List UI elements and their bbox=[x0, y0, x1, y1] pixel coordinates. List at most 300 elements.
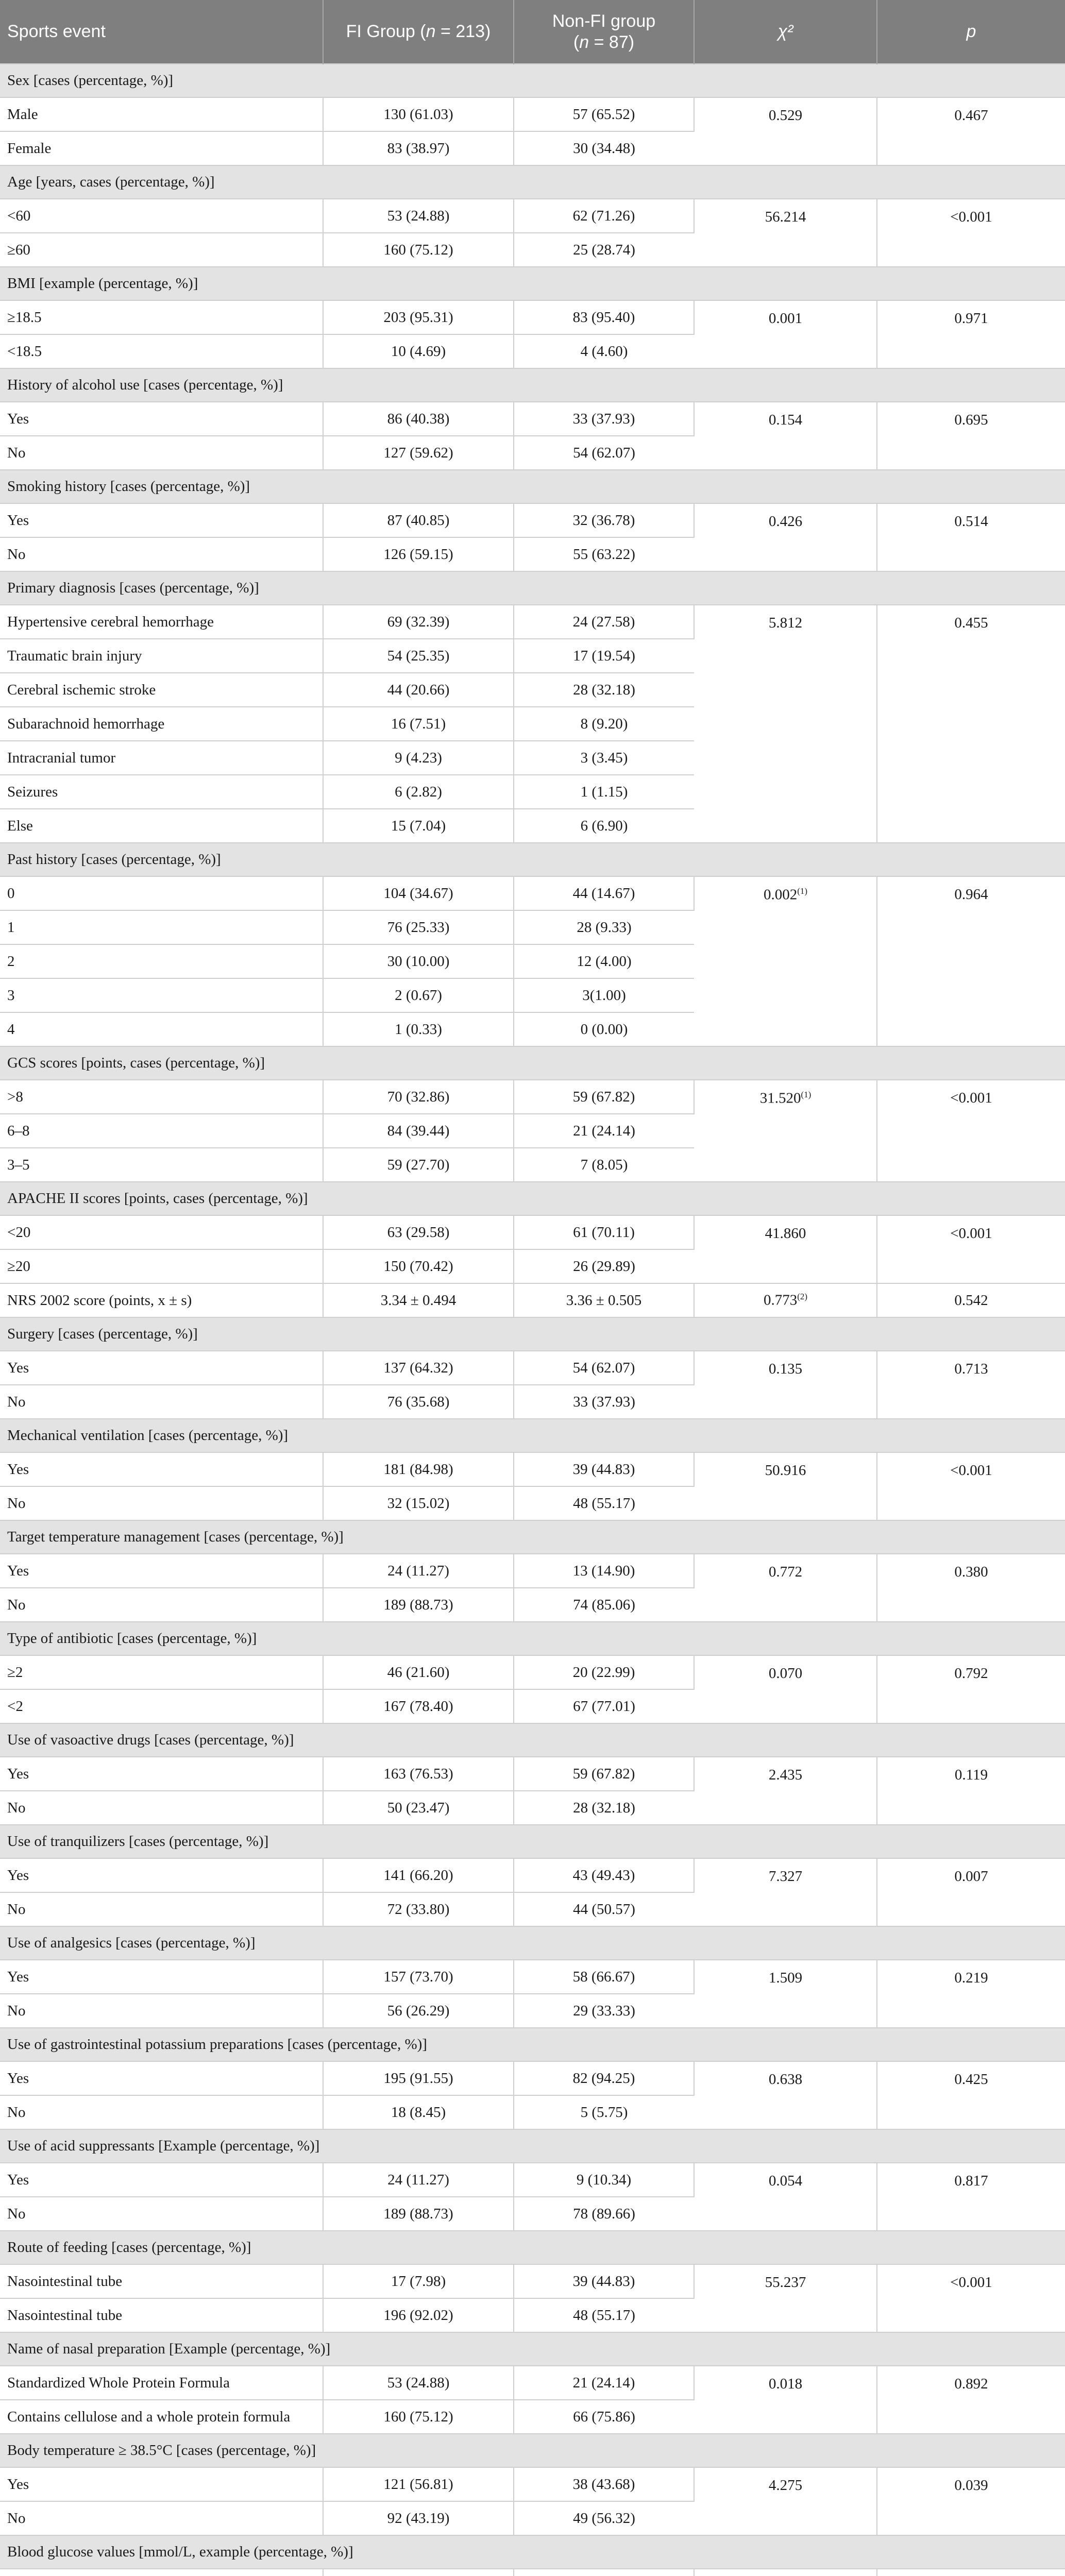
group-header-row bbox=[0, 1520, 1065, 1554]
chi-square-cell bbox=[694, 402, 877, 470]
chi-square-cell bbox=[694, 605, 877, 843]
non-fi-group-value: 58 (66.67) bbox=[514, 1960, 694, 1994]
non-fi-group-value: 49 (56.32) bbox=[514, 2501, 694, 2535]
fi-group-value: 83 (38.97) bbox=[323, 131, 514, 165]
fi-group-value: 54 (25.35) bbox=[323, 639, 514, 673]
fi-group-value: 70 (32.86) bbox=[323, 1080, 514, 1114]
group-header-row bbox=[0, 64, 1065, 97]
table-row bbox=[0, 2163, 1065, 2197]
row-label: Hypertensive cerebral hemorrhage bbox=[0, 605, 323, 639]
chi-square-value: 4.275 bbox=[768, 2477, 803, 2494]
non-fi-group-value: 48 (55.17) bbox=[514, 1486, 694, 1520]
non-fi-group-value: 33 (37.93) bbox=[514, 402, 694, 436]
p-value: <0.001 bbox=[877, 1215, 1065, 1283]
fi-group-value: 126 (59.15) bbox=[323, 537, 514, 571]
p-value: 0.380 bbox=[877, 1554, 1065, 1622]
group-title: Sex [cases (percentage, %)] bbox=[0, 64, 1065, 97]
p-value: 0.964 bbox=[877, 876, 1065, 1046]
fi-group-value: 15 (7.04) bbox=[323, 809, 514, 843]
row-label: Standardized Whole Protein Formula bbox=[0, 2366, 323, 2400]
group-title: Body temperature ≥ 38.5°C [cases (percentage, %)] bbox=[0, 2434, 1065, 2467]
group-title: Target temperature management [cases (percentage, %)] bbox=[0, 1520, 1065, 1554]
row-label: <20 bbox=[0, 1215, 323, 1249]
p-value: 0.007 bbox=[877, 1858, 1065, 1926]
table-row bbox=[0, 97, 1065, 131]
table-row bbox=[0, 876, 1065, 910]
row-label: <60 bbox=[0, 199, 323, 233]
chi-square-cell bbox=[694, 300, 877, 368]
non-fi-group-value: 38 (43.68) bbox=[514, 2467, 694, 2501]
group-title: Use of tranquilizers [cases (percentage, %)] bbox=[0, 1825, 1065, 1858]
non-fi-group-value: 30 (34.48) bbox=[514, 131, 694, 165]
chi-square-value: 56.214 bbox=[765, 209, 806, 225]
row-label: No bbox=[0, 2197, 323, 2231]
group-header-row bbox=[0, 843, 1065, 876]
row-label: Yes bbox=[0, 1554, 323, 1588]
fi-group-value: 18 (8.45) bbox=[323, 2095, 514, 2129]
row-label: Subarachnoid hemorrhage bbox=[0, 707, 323, 741]
non-fi-group-value: 13 (14.90) bbox=[514, 1554, 694, 1588]
fi-group-value: 157 (73.70) bbox=[323, 1960, 514, 1994]
non-fi-group-value: 66 (75.86) bbox=[514, 2400, 694, 2434]
non-fi-group-value: 12 (4.00) bbox=[514, 944, 694, 978]
fi-group-value: 196 (92.02) bbox=[323, 2298, 514, 2332]
p-value: 0.425 bbox=[877, 2061, 1065, 2129]
non-fi-group-value: 83 (95.40) bbox=[514, 300, 694, 334]
chi-square-cell bbox=[694, 1655, 877, 1723]
table-header bbox=[0, 0, 1065, 64]
row-label: Yes bbox=[0, 1757, 323, 1791]
non-fi-group-value bbox=[514, 2569, 694, 2576]
table-row bbox=[0, 1215, 1065, 1249]
fi-group-value: 44 (20.66) bbox=[323, 673, 514, 707]
row-label: No bbox=[0, 436, 323, 470]
non-fi-group-value: 4 (4.60) bbox=[514, 334, 694, 368]
table-row-summary bbox=[0, 1283, 1065, 1317]
fi-group-value: 137 (64.32) bbox=[323, 1351, 514, 1385]
chi-square-cell bbox=[694, 1215, 877, 1283]
p-value: 0.542 bbox=[877, 1283, 1065, 1317]
row-label: Yes bbox=[0, 1960, 323, 1994]
fi-group-value: 30 (10.00) bbox=[323, 944, 514, 978]
group-header-row bbox=[0, 1926, 1065, 1960]
fi-group-value: 87 (40.85) bbox=[323, 503, 514, 537]
row-label: No bbox=[0, 1385, 323, 1419]
non-fi-group-value: 28 (32.18) bbox=[514, 673, 694, 707]
table-row bbox=[0, 402, 1065, 436]
table-row bbox=[0, 2569, 1065, 2576]
group-header-row bbox=[0, 2028, 1065, 2061]
row-label: Yes bbox=[0, 1351, 323, 1385]
group-title: Route of feeding [cases (percentage, %)] bbox=[0, 2231, 1065, 2264]
fi-group-value: 6 (2.82) bbox=[323, 775, 514, 809]
fi-group-value: 130 (61.03) bbox=[323, 97, 514, 131]
fi-group-value: 2 (0.67) bbox=[323, 978, 514, 1012]
group-title: Blood glucose values [mmol/L, example (percentage, %)] bbox=[0, 2535, 1065, 2569]
row-label: No bbox=[0, 1486, 323, 1520]
fi-group-value: 76 (35.68) bbox=[323, 1385, 514, 1419]
header-fi-n: n bbox=[426, 22, 436, 42]
row-label: 6–8 bbox=[0, 1114, 323, 1148]
chi-square-value: 0.154 bbox=[768, 412, 803, 428]
row-label bbox=[0, 2569, 323, 2576]
table-row bbox=[0, 1080, 1065, 1114]
chi-square-value: 55.237 bbox=[765, 2274, 806, 2291]
row-label: Traumatic brain injury bbox=[0, 639, 323, 673]
non-fi-group-value: 29 (33.33) bbox=[514, 1994, 694, 2028]
non-fi-group-value: 21 (24.14) bbox=[514, 1114, 694, 1148]
non-fi-group-value: 9 (10.34) bbox=[514, 2163, 694, 2197]
row-label: 2 bbox=[0, 944, 323, 978]
group-title: Surgery [cases (percentage, %)] bbox=[0, 1317, 1065, 1351]
non-fi-group-value: 61 (70.11) bbox=[514, 1215, 694, 1249]
row-label: 0 bbox=[0, 876, 323, 910]
non-fi-group-value: 28 (32.18) bbox=[514, 1791, 694, 1825]
table-row bbox=[0, 1757, 1065, 1791]
fi-group-value: 17 (7.98) bbox=[323, 2264, 514, 2298]
row-label: 4 bbox=[0, 1012, 323, 1046]
non-fi-group-value: 62 (71.26) bbox=[514, 199, 694, 233]
fi-group-value: 150 (70.42) bbox=[323, 1249, 514, 1283]
non-fi-group-value: 74 (85.06) bbox=[514, 1588, 694, 1622]
group-title: Past history [cases (percentage, %)] bbox=[0, 843, 1065, 876]
chi-square-value: 1.509 bbox=[768, 1970, 803, 1986]
chi-square-value: 50.916 bbox=[765, 1462, 806, 1479]
chi-square-value: 0.529 bbox=[768, 107, 803, 124]
fi-group-value: 189 (88.73) bbox=[323, 1588, 514, 1622]
row-label: <18.5 bbox=[0, 334, 323, 368]
p-value: 0.219 bbox=[877, 1960, 1065, 2028]
chi-square-cell bbox=[694, 1452, 877, 1520]
group-title: GCS scores [points, cases (percentage, %)] bbox=[0, 1046, 1065, 1080]
chi-square-value: 7.327 bbox=[768, 1868, 803, 1885]
group-header-row bbox=[0, 1419, 1065, 1452]
row-label: Yes bbox=[0, 2163, 323, 2197]
non-fi-group-value: 3 (3.45) bbox=[514, 741, 694, 775]
group-header-row bbox=[0, 2332, 1065, 2366]
row-label: Yes bbox=[0, 2061, 323, 2095]
group-header-row bbox=[0, 470, 1065, 503]
row-label: Yes bbox=[0, 503, 323, 537]
header-sports-event: Sports event bbox=[0, 0, 323, 64]
group-header-row bbox=[0, 2129, 1065, 2163]
table-row bbox=[0, 605, 1065, 639]
fi-group-value: 195 (91.55) bbox=[323, 2061, 514, 2095]
non-fi-group-value: 8 (9.20) bbox=[514, 707, 694, 741]
fi-group-value: 163 (76.53) bbox=[323, 1757, 514, 1791]
non-fi-group-value: 57 (65.52) bbox=[514, 97, 694, 131]
table-row bbox=[0, 1858, 1065, 1892]
table-row bbox=[0, 300, 1065, 334]
chi-square-cell bbox=[694, 2467, 877, 2535]
row-label: Male bbox=[0, 97, 323, 131]
fi-group-value: 160 (75.12) bbox=[323, 2400, 514, 2434]
fi-group-value: 181 (84.98) bbox=[323, 1452, 514, 1486]
fi-group-value: 53 (24.88) bbox=[323, 199, 514, 233]
row-label: No bbox=[0, 2095, 323, 2129]
row-label: Yes bbox=[0, 2467, 323, 2501]
row-label: ≥60 bbox=[0, 233, 323, 267]
header-nonfi-suffix: = 87) bbox=[589, 32, 635, 52]
group-title: Name of nasal preparation [Example (percentage, %)] bbox=[0, 2332, 1065, 2366]
chi-square-cell bbox=[694, 1554, 877, 1622]
row-label: No bbox=[0, 2501, 323, 2535]
table-row bbox=[0, 1351, 1065, 1385]
p-value: 0.467 bbox=[877, 97, 1065, 165]
non-fi-group-value: 3(1.00) bbox=[514, 978, 694, 1012]
non-fi-group-value: 82 (94.25) bbox=[514, 2061, 694, 2095]
non-fi-group-value: 44 (14.67) bbox=[514, 876, 694, 910]
chi-square-cell bbox=[694, 2163, 877, 2231]
fi-group-value: 84 (39.44) bbox=[323, 1114, 514, 1148]
chi-square-cell bbox=[694, 2366, 877, 2434]
chi-square-value: 0.018 bbox=[768, 2376, 803, 2392]
row-label: ≥2 bbox=[0, 1655, 323, 1689]
group-header-row bbox=[0, 1825, 1065, 1858]
non-fi-group-value: 54 (62.07) bbox=[514, 1351, 694, 1385]
chi-square-value: 0.135 bbox=[768, 1361, 803, 1377]
fi-group-value: 72 (33.80) bbox=[323, 1892, 514, 1926]
chi-square-value: 0.426 bbox=[768, 513, 803, 530]
row-label: <2 bbox=[0, 1689, 323, 1723]
group-title: Use of acid suppressants [Example (percentage, %)] bbox=[0, 2129, 1065, 2163]
table-row bbox=[0, 199, 1065, 233]
header-nonfi-line1: Non-FI group bbox=[552, 11, 656, 31]
table-row bbox=[0, 2366, 1065, 2400]
row-label: No bbox=[0, 537, 323, 571]
header-nonfi-n: n bbox=[579, 32, 589, 52]
chi-square-value: 0.001 bbox=[768, 310, 803, 327]
non-fi-group-value: 0 (0.00) bbox=[514, 1012, 694, 1046]
row-label: Female bbox=[0, 131, 323, 165]
p-value: 0.514 bbox=[877, 503, 1065, 571]
chi-square-value: 41.860 bbox=[765, 1225, 806, 1242]
stat-footnote-marker: (2) bbox=[797, 1292, 808, 1302]
chi-square-cell bbox=[694, 199, 877, 267]
row-label: Yes bbox=[0, 1858, 323, 1892]
group-title: Use of analgesics [cases (percentage, %)] bbox=[0, 1926, 1065, 1960]
chi-square-cell bbox=[694, 2569, 877, 2576]
p-value: 0.039 bbox=[877, 2467, 1065, 2535]
chi-square-cell bbox=[694, 503, 877, 571]
row-label: No bbox=[0, 1994, 323, 2028]
non-fi-group-value: 24 (27.58) bbox=[514, 605, 694, 639]
non-fi-group-value: 26 (29.89) bbox=[514, 1249, 694, 1283]
row-label: Contains cellulose and a whole protein formula bbox=[0, 2400, 323, 2434]
group-title: Mechanical ventilation [cases (percentage, %)] bbox=[0, 1419, 1065, 1452]
group-title: BMI [example (percentage, %)] bbox=[0, 267, 1065, 300]
row-label: Yes bbox=[0, 1452, 323, 1486]
chi-square-cell bbox=[694, 97, 877, 165]
fi-group-value: 56 (26.29) bbox=[323, 1994, 514, 2028]
chi-square-value: 0.638 bbox=[768, 2071, 803, 2088]
fi-group-value: 76 (25.33) bbox=[323, 910, 514, 944]
row-label: Nasointestinal tube bbox=[0, 2298, 323, 2332]
non-fi-group-value: 32 (36.78) bbox=[514, 503, 694, 537]
fi-group-value: 59 (27.70) bbox=[323, 1148, 514, 1182]
non-fi-group-value: 59 (67.82) bbox=[514, 1080, 694, 1114]
row-label: 1 bbox=[0, 910, 323, 944]
header-row bbox=[0, 0, 1065, 64]
non-fi-group-value: 55 (63.22) bbox=[514, 537, 694, 571]
group-header-row bbox=[0, 1723, 1065, 1757]
row-label: ≥18.5 bbox=[0, 300, 323, 334]
stat-footnote-marker: (1) bbox=[801, 1090, 812, 1099]
non-fi-group-value: 39 (44.83) bbox=[514, 1452, 694, 1486]
row-label: No bbox=[0, 1791, 323, 1825]
p-value: <0.001 bbox=[877, 1452, 1065, 1520]
row-label: ≥20 bbox=[0, 1249, 323, 1283]
stat-footnote-marker: (1) bbox=[797, 886, 808, 896]
row-label: No bbox=[0, 1892, 323, 1926]
row-label: NRS 2002 score (points, x ± s) bbox=[0, 1283, 323, 1317]
table-row bbox=[0, 1554, 1065, 1588]
row-label: No bbox=[0, 1588, 323, 1622]
group-header-row bbox=[0, 267, 1065, 300]
fi-group-value: 189 (88.73) bbox=[323, 2197, 514, 2231]
fi-group-value: 121 (56.81) bbox=[323, 2467, 514, 2501]
header-p-text: p bbox=[966, 22, 976, 42]
chi-square-cell bbox=[694, 1757, 877, 1825]
non-fi-group-value: 17 (19.54) bbox=[514, 639, 694, 673]
fi-group-value: 1 (0.33) bbox=[323, 1012, 514, 1046]
chi-square-cell bbox=[694, 2264, 877, 2332]
p-value: <0.001 bbox=[877, 2264, 1065, 2332]
non-fi-group-value: 21 (24.14) bbox=[514, 2366, 694, 2400]
table-row bbox=[0, 2264, 1065, 2298]
chi-square-cell bbox=[694, 876, 877, 1046]
row-label: Intracranial tumor bbox=[0, 741, 323, 775]
non-fi-group-value: 5 (5.75) bbox=[514, 2095, 694, 2129]
non-fi-group-value: 59 (67.82) bbox=[514, 1757, 694, 1791]
chi-square-value: 31.520 bbox=[759, 1090, 801, 1107]
chi-square-cell bbox=[694, 2061, 877, 2129]
header-fi-suffix: = 213) bbox=[435, 22, 491, 42]
group-header-row bbox=[0, 1622, 1065, 1655]
table-row bbox=[0, 1655, 1065, 1689]
header-non-fi-group bbox=[514, 0, 694, 64]
group-title: Smoking history [cases (percentage, %)] bbox=[0, 470, 1065, 503]
non-fi-group-value: 20 (22.99) bbox=[514, 1655, 694, 1689]
table-row bbox=[0, 1960, 1065, 1994]
fi-group-value: 46 (21.60) bbox=[323, 1655, 514, 1689]
header-fi-prefix: FI Group ( bbox=[346, 22, 426, 42]
chi-square-value: 2.435 bbox=[768, 1767, 803, 1783]
group-title: Use of gastrointestinal potassium preparations [cases (percentage, %)] bbox=[0, 2028, 1065, 2061]
non-fi-group-value: 7 (8.05) bbox=[514, 1148, 694, 1182]
group-header-row bbox=[0, 1182, 1065, 1215]
fi-group-value: 69 (32.39) bbox=[323, 605, 514, 639]
chi-square-value: 0.002 bbox=[763, 886, 798, 903]
group-header-row bbox=[0, 165, 1065, 199]
p-value: 0.817 bbox=[877, 2163, 1065, 2231]
non-fi-group-value: 44 (50.57) bbox=[514, 1892, 694, 1926]
non-fi-group-value: 33 (37.93) bbox=[514, 1385, 694, 1419]
row-label: Yes bbox=[0, 402, 323, 436]
fi-group-value: 32 (15.02) bbox=[323, 1486, 514, 1520]
table-row bbox=[0, 1452, 1065, 1486]
header-chi-square bbox=[694, 0, 877, 64]
group-header-row bbox=[0, 1317, 1065, 1351]
header-nonfi-prefix: ( bbox=[573, 32, 580, 52]
chi-square-cell bbox=[694, 1351, 877, 1419]
header-p-value bbox=[877, 0, 1065, 64]
group-header-row bbox=[0, 2535, 1065, 2569]
row-label: Cerebral ischemic stroke bbox=[0, 673, 323, 707]
group-title: APACHE II scores [points, cases (percentage, %)] bbox=[0, 1182, 1065, 1215]
table-row bbox=[0, 503, 1065, 537]
chi-square-value: 5.812 bbox=[768, 615, 803, 631]
p-value bbox=[877, 2569, 1065, 2576]
non-fi-group-value: 67 (77.01) bbox=[514, 1689, 694, 1723]
fi-group-value: 127 (59.62) bbox=[323, 436, 514, 470]
fi-group-value: 50 (23.47) bbox=[323, 1791, 514, 1825]
non-fi-group-value: 78 (89.66) bbox=[514, 2197, 694, 2231]
fi-group-value: 24 (11.27) bbox=[323, 2163, 514, 2197]
group-header-row bbox=[0, 368, 1065, 402]
chi-square-value: 0.070 bbox=[768, 1665, 803, 1682]
table-row bbox=[0, 2061, 1065, 2095]
row-label: Else bbox=[0, 809, 323, 843]
chi-square-cell bbox=[694, 1960, 877, 2028]
group-header-row bbox=[0, 571, 1065, 605]
chi-square-cell bbox=[694, 1858, 877, 1926]
fi-group-value: 53 (24.88) bbox=[323, 2366, 514, 2400]
non-fi-group-value: 39 (44.83) bbox=[514, 2264, 694, 2298]
group-header-row bbox=[0, 1046, 1065, 1080]
row-label: Seizures bbox=[0, 775, 323, 809]
fi-group-value: 3.34 ± 0.494 bbox=[323, 1283, 514, 1317]
non-fi-group-value: 3.36 ± 0.505 bbox=[514, 1283, 694, 1317]
non-fi-group-value: 25 (28.74) bbox=[514, 233, 694, 267]
fi-group-value: 16 (7.51) bbox=[323, 707, 514, 741]
chi-square-value: 0.773 bbox=[763, 1292, 798, 1309]
group-title: Type of antibiotic [cases (percentage, %)] bbox=[0, 1622, 1065, 1655]
fi-group-value bbox=[323, 2569, 514, 2576]
p-value: <0.001 bbox=[877, 199, 1065, 267]
table-row bbox=[0, 2467, 1065, 2501]
p-value: 0.713 bbox=[877, 1351, 1065, 1419]
group-header-row bbox=[0, 2434, 1065, 2467]
fi-group-value: 92 (43.19) bbox=[323, 2501, 514, 2535]
chi-square-cell bbox=[694, 1080, 877, 1182]
chi-square-value: 0.054 bbox=[768, 2173, 803, 2189]
p-value: 0.695 bbox=[877, 402, 1065, 470]
p-value: 0.792 bbox=[877, 1655, 1065, 1723]
group-title: Age [years, cases (percentage, %)] bbox=[0, 165, 1065, 199]
non-fi-group-value: 28 (9.33) bbox=[514, 910, 694, 944]
fi-group-value: 9 (4.23) bbox=[323, 741, 514, 775]
fi-group-value: 203 (95.31) bbox=[323, 300, 514, 334]
row-label: 3–5 bbox=[0, 1148, 323, 1182]
row-label: 3 bbox=[0, 978, 323, 1012]
row-label: >8 bbox=[0, 1080, 323, 1114]
chi-square-value: 0.772 bbox=[768, 1564, 803, 1580]
row-label: Nasointestinal tube bbox=[0, 2264, 323, 2298]
fi-group-value: 141 (66.20) bbox=[323, 1858, 514, 1892]
p-value: 0.455 bbox=[877, 605, 1065, 843]
chi-square-cell bbox=[694, 1283, 877, 1317]
group-title: History of alcohol use [cases (percentage, %)] bbox=[0, 368, 1065, 402]
group-title: Use of vasoactive drugs [cases (percentage, %)] bbox=[0, 1723, 1065, 1757]
fi-group-value: 160 (75.12) bbox=[323, 233, 514, 267]
fi-group-value: 63 (29.58) bbox=[323, 1215, 514, 1249]
header-fi-group bbox=[323, 0, 514, 64]
group-header-row bbox=[0, 2231, 1065, 2264]
fi-group-value: 86 (40.38) bbox=[323, 402, 514, 436]
p-value: 0.892 bbox=[877, 2366, 1065, 2434]
fi-group-value: 167 (78.40) bbox=[323, 1689, 514, 1723]
